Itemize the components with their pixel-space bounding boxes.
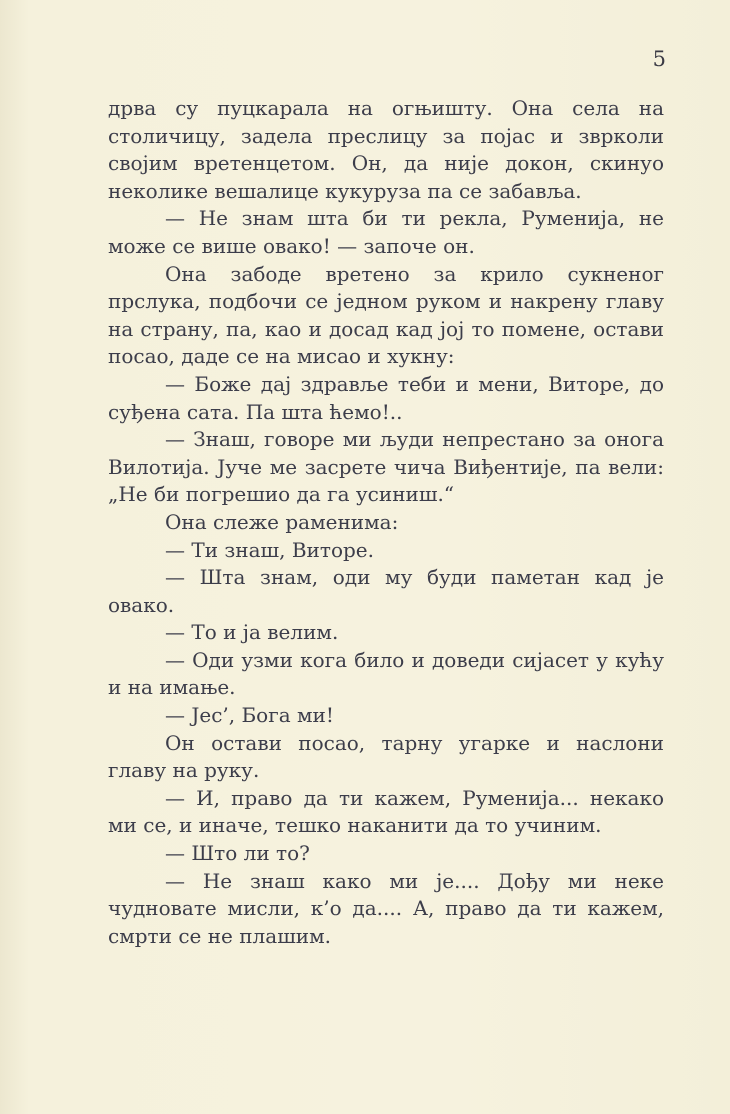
paragraph: Она забоде вретено за крило сукненог прслука, подбочи се једном руком и накрену главу на страну, па, као и досад кад јој то помене, остави посао, даде се на мисао и хукну: — [108, 261, 664, 369]
paragraph: Она слеже раменима: — [165, 509, 399, 534]
paragraph: — Боже дај здравље теби и мени, Виторе, до суђена сата. Па шта ћемо!.. — [108, 371, 664, 424]
body-text — [108, 95, 664, 950]
paragraph: Он остави посао, тарну угарке и наслони главу на руку. — [108, 730, 664, 783]
paragraph: — То и ја велим. — [165, 620, 339, 645]
page-number: 5 — [652, 47, 666, 71]
paragraph: — Оди узми кога било и доведи сијасет у кућу и на имање. — [108, 647, 664, 700]
paragraph: — И, право да ти кажем, Руменија... некако ми се, и иначе, тешко наканити да то учиним. — [108, 785, 664, 838]
paragraph: — Ти знаш, Виторе. — [165, 537, 374, 562]
paragraph: — Не знаш како ми је.... Дођу ми неке чудновате мисли, к’о да.... А, право да ти кажем, смрти се не плашим. — [108, 868, 664, 948]
paragraph: — Знаш, говоре ми људи непрестано за онога Вилотија. Јуче ме засрете чича Виђентије, па вели: „Не би погрешио да га усиниш.“ — [108, 427, 664, 507]
paragraph: дрва су пуцкарала на огњишту. Она села на столичицу, задела преслицу за појас и зврколи својим вретенцетом. Он, да није докон, скинуо неколике вешалице кукуруза па се забавља. — [108, 96, 664, 203]
paragraph: — Јес’, Бога ми! — [165, 703, 334, 728]
paragraph: — Не знам шта би ти рекла, Руменија, не може се више овако! — започе он. — [108, 206, 664, 258]
paragraph: — Што ли то? — [165, 841, 310, 866]
paragraph: — Шта знам, оди му буди паметан кад је овако. — [108, 565, 664, 617]
